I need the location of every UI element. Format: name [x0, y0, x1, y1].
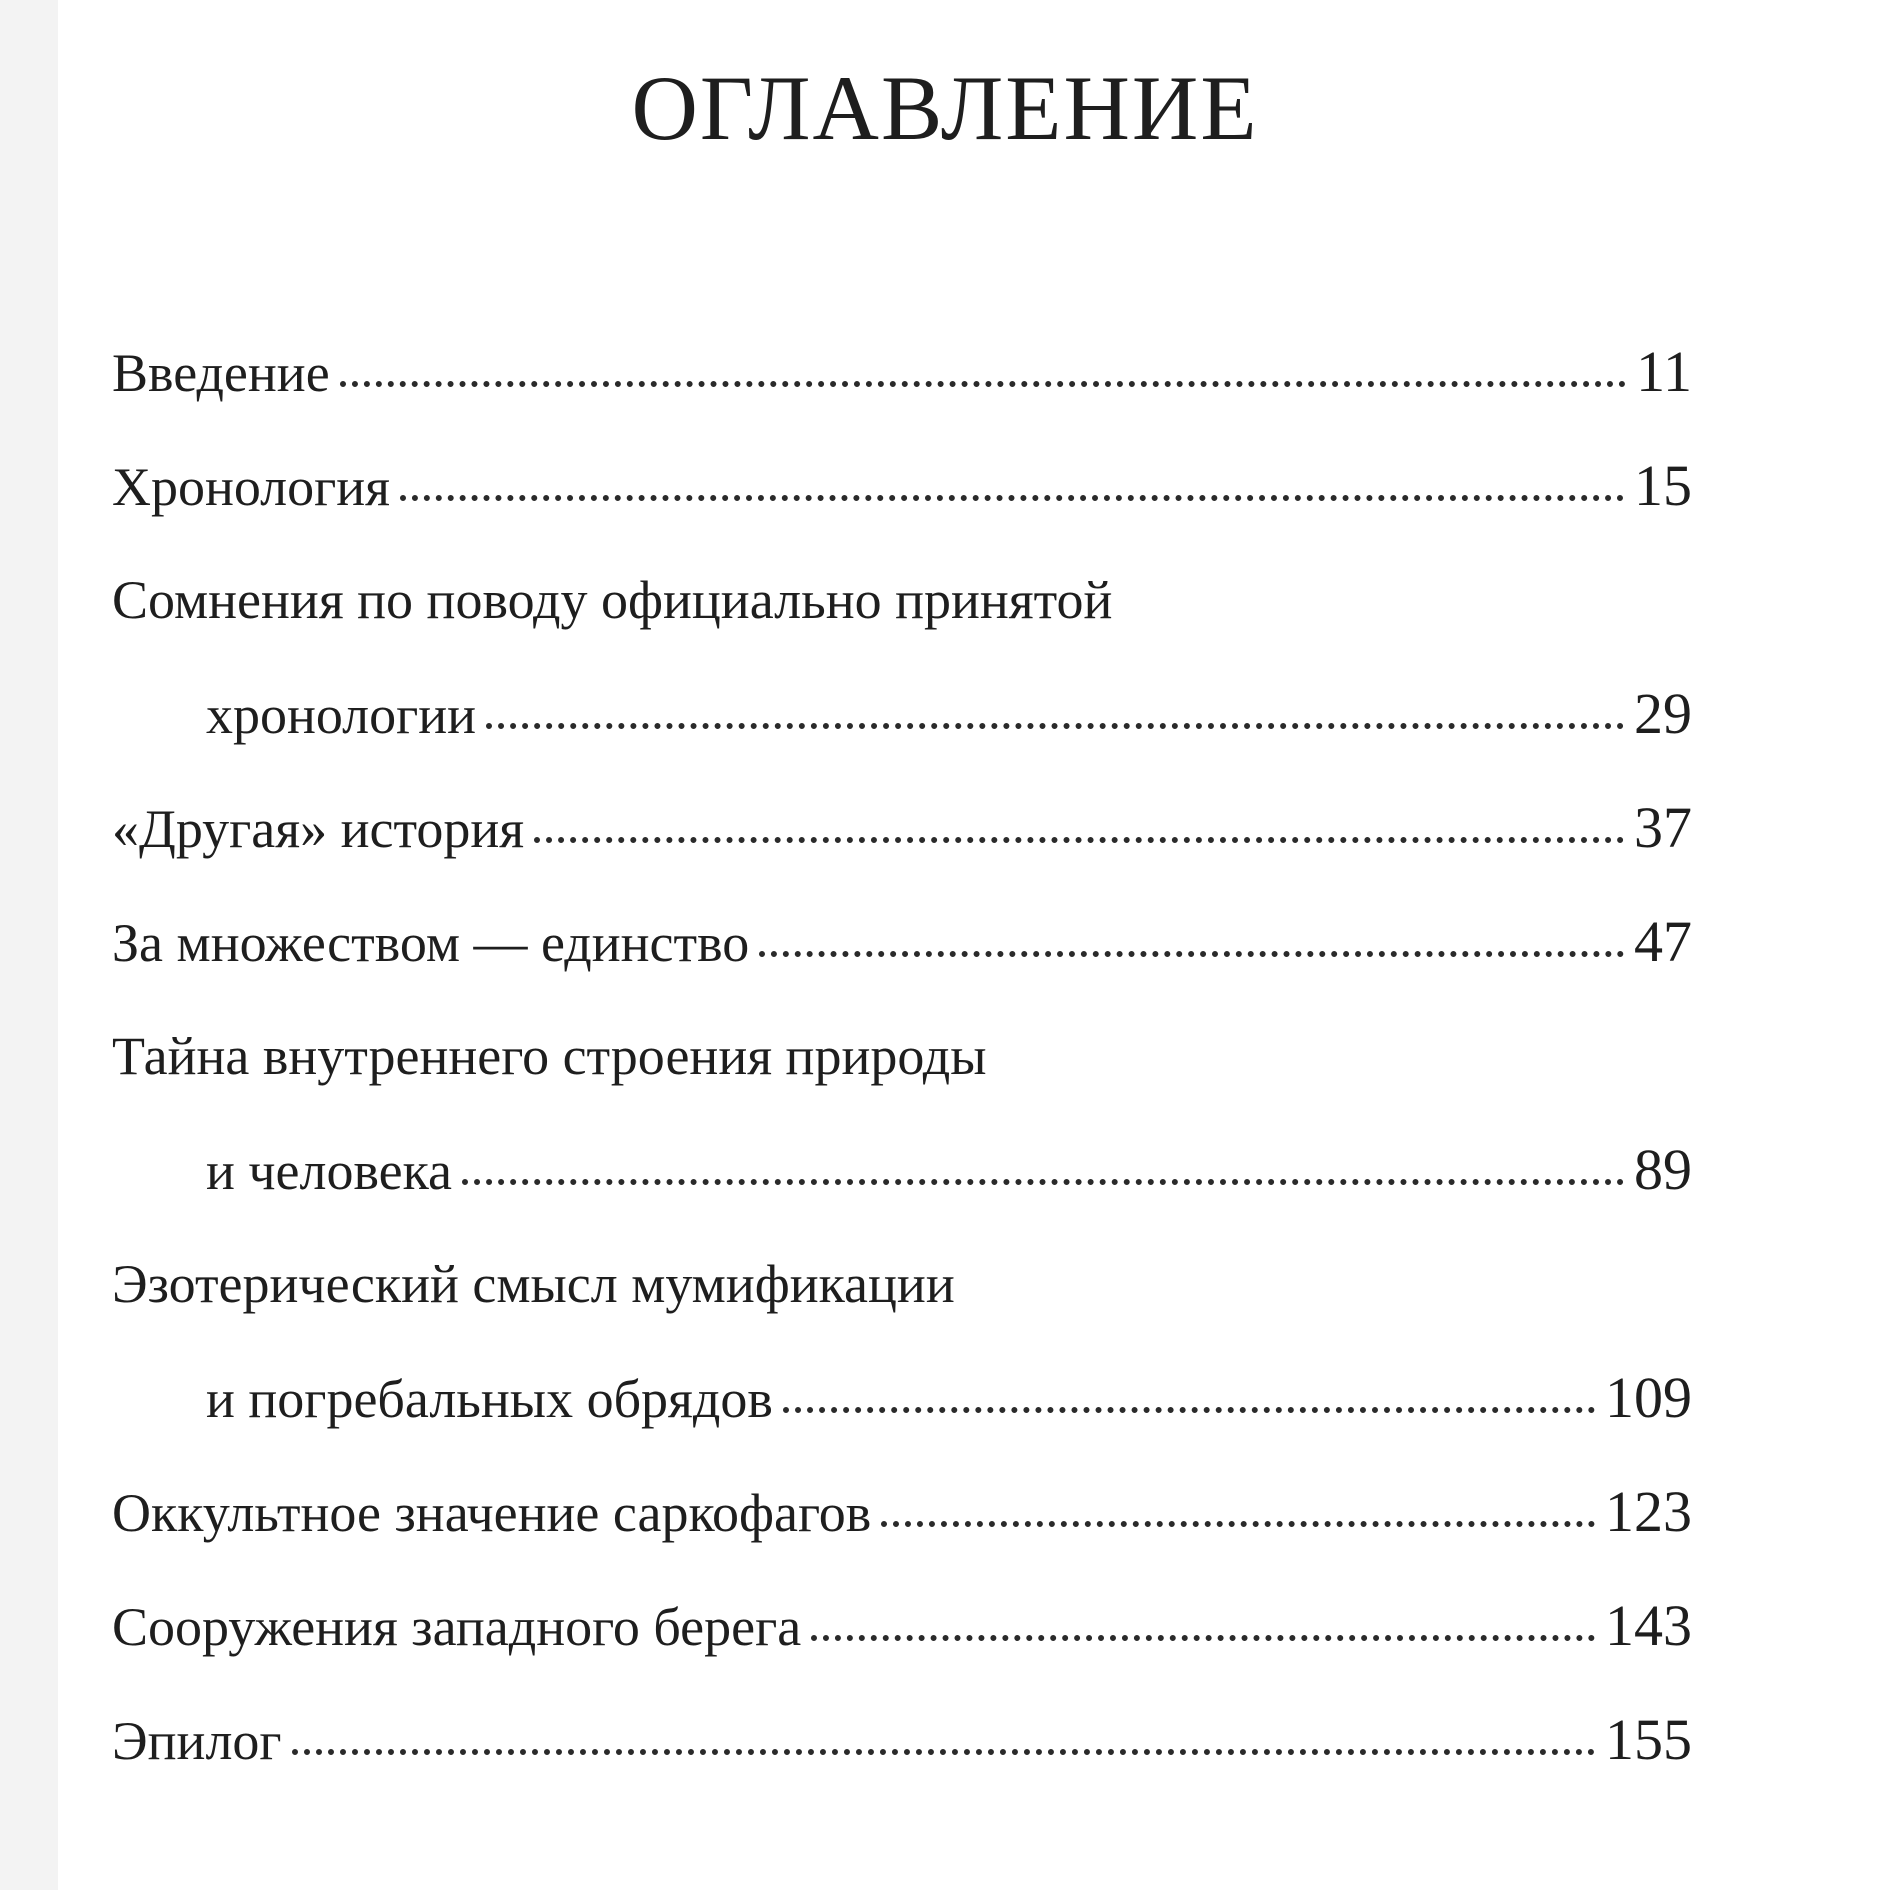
table-of-contents: [112, 315, 1692, 1797]
toc-entry-secret-line1[interactable]: [112, 999, 1692, 1113]
toc-entry-title: Хронология: [112, 457, 391, 517]
toc-entry-esoteric-line2[interactable]: [112, 1341, 1692, 1455]
dot-leader: [340, 373, 1626, 387]
dot-leader: [486, 715, 1624, 729]
toc-entry-line: [206, 1113, 1692, 1228]
toc-entry-title: За множеством — единство: [112, 913, 750, 973]
toc-entry-line: [112, 429, 1692, 544]
toc-entry-title: Тайна внутреннего строения природы: [112, 1026, 987, 1086]
toc-entry-title: Эзотерический смысл мумификации: [112, 1254, 955, 1314]
toc-entry-title: Сомнения по поводу официально принятой: [112, 570, 1113, 630]
toc-page-number: 155: [1605, 1707, 1692, 1772]
toc-page-number: 143: [1605, 1593, 1692, 1658]
toc-page-number: 11: [1636, 339, 1692, 404]
toc-entry-west-bank[interactable]: [112, 1569, 1692, 1683]
toc-entry-other-history[interactable]: [112, 771, 1692, 885]
toc-entry-line: [206, 657, 1692, 772]
toc-entry-introduction[interactable]: [112, 315, 1692, 429]
toc-entry-title: Оккультное значение саркофагов: [112, 1483, 872, 1543]
toc-page-number: 29: [1634, 681, 1692, 746]
toc-entry-doubts-line2[interactable]: [112, 657, 1692, 771]
toc-entry-line: [206, 1341, 1692, 1456]
toc-entry-line: [112, 885, 1692, 1000]
dot-leader: [759, 943, 1624, 957]
toc-page-number: 37: [1634, 795, 1692, 860]
dot-leader: [292, 1741, 1595, 1755]
toc-entry-title-continued: и человека: [206, 1141, 453, 1201]
toc-entry-title: Введение: [112, 343, 330, 403]
toc-entry-line: [112, 999, 1692, 1113]
toc-page-number: 109: [1605, 1365, 1692, 1430]
toc-page-number: 15: [1634, 453, 1692, 518]
dot-leader: [534, 829, 1624, 843]
toc-page-number: 47: [1634, 909, 1692, 974]
toc-entry-line: [112, 543, 1692, 657]
toc-page-number: 89: [1634, 1137, 1692, 1202]
toc-entry-epilogue[interactable]: [112, 1683, 1692, 1797]
toc-page-number: 123: [1605, 1479, 1692, 1544]
toc-entry-esoteric-line1[interactable]: [112, 1227, 1692, 1341]
toc-entry-line: [112, 1683, 1692, 1798]
page-title: ОГЛАВЛЕНИЕ: [631, 57, 1259, 159]
toc-entry-sarcophagi[interactable]: [112, 1455, 1692, 1569]
toc-entry-line: [112, 1455, 1692, 1570]
toc-entry-line: [112, 1227, 1692, 1341]
toc-entry-title: Эпилог: [112, 1711, 282, 1771]
toc-entry-title: Сооружения западного берега: [112, 1597, 802, 1657]
dot-leader: [881, 1513, 1595, 1527]
dot-leader: [783, 1399, 1595, 1413]
toc-entry-line: [112, 315, 1692, 430]
page-gutter: [0, 0, 58, 1890]
toc-entry-chronology[interactable]: [112, 429, 1692, 543]
toc-entry-line: [112, 771, 1692, 886]
toc-entry-doubts-line1[interactable]: [112, 543, 1692, 657]
dot-leader: [811, 1627, 1595, 1641]
toc-entry-title: «Другая» история: [112, 799, 525, 859]
toc-entry-secret-line2[interactable]: [112, 1113, 1692, 1227]
dot-leader: [400, 487, 1624, 501]
toc-entry-title-continued: и погребальных обрядов: [206, 1369, 773, 1429]
toc-entry-title-continued: хронологии: [206, 685, 477, 745]
dot-leader: [462, 1171, 1624, 1185]
toc-entry-line: [112, 1569, 1692, 1684]
toc-entry-unity[interactable]: [112, 885, 1692, 999]
